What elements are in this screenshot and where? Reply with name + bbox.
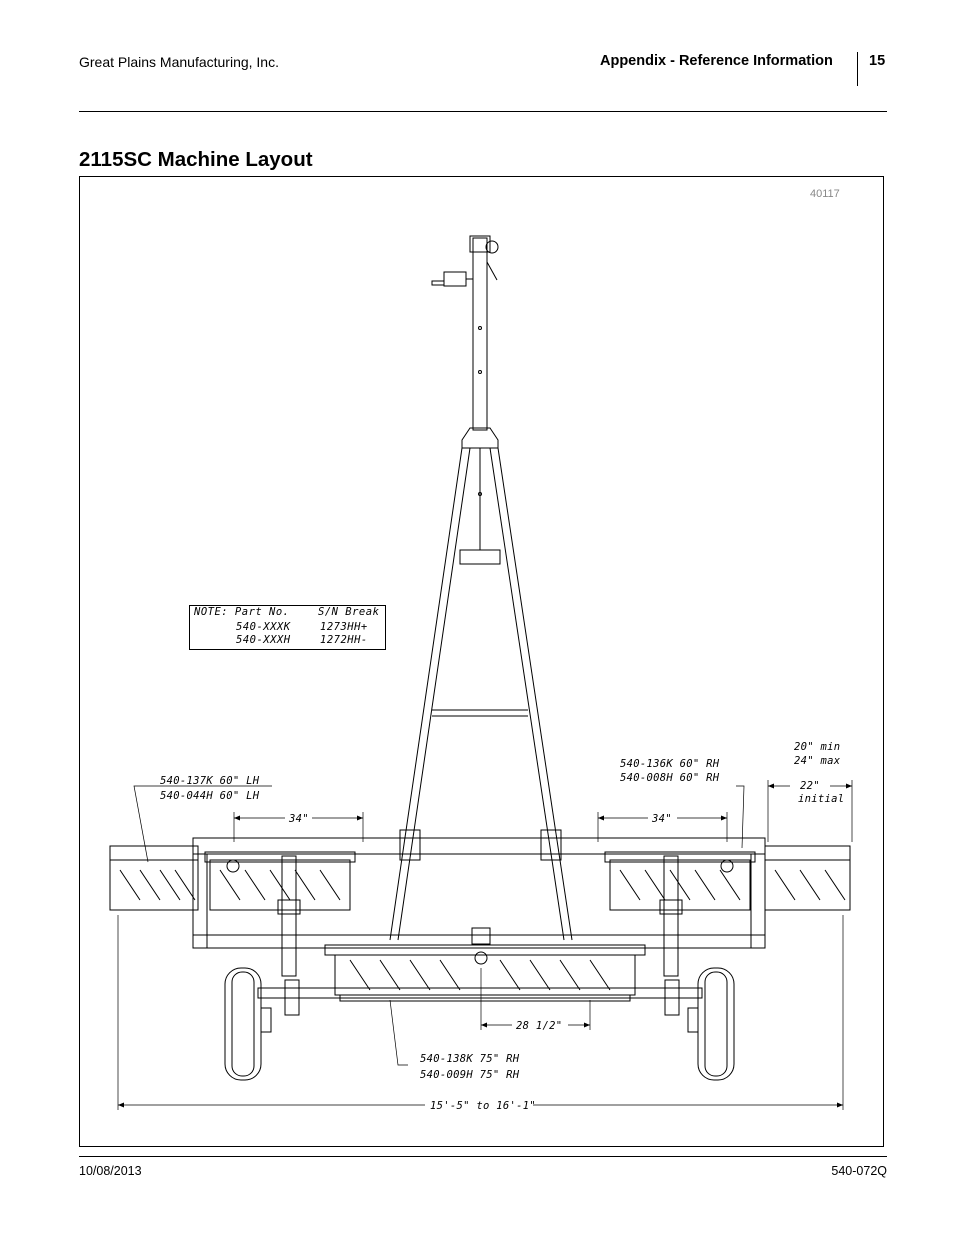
callout-center-1: 540-138K 75" RH <box>420 1053 520 1065</box>
note-sn-1: 1273HH+ <box>320 621 368 633</box>
callout-lh-2: 540-044H 60" LH <box>160 790 260 802</box>
callout-center-2: 540-009H 75" RH <box>420 1069 520 1081</box>
dim-overall: 15'-5" to 16'-1" <box>430 1100 536 1112</box>
wheel-right <box>698 968 734 1080</box>
callout-min: 20" min <box>794 741 841 753</box>
header-section: Appendix - Reference Information <box>600 53 833 69</box>
figure-id: 40117 <box>810 188 840 200</box>
footer-doc-number: 540-072Q <box>831 1164 887 1178</box>
tongue-tube <box>473 238 487 430</box>
footer-date: 10/08/2013 <box>79 1164 142 1178</box>
callout-lh-1: 540-137K 60" LH <box>160 775 260 787</box>
callout-initial-2: initial <box>798 793 845 805</box>
dim-right-gap: 34" <box>652 813 672 825</box>
note-col-header: S/N Break <box>318 606 380 618</box>
note-part-2: 540-XXXH <box>236 634 291 646</box>
note-sn-2: 1272HH- <box>320 634 368 646</box>
note-label: NOTE: Part No. <box>194 606 290 618</box>
callout-max: 24" max <box>794 755 841 767</box>
dim-left-gap: 34" <box>289 813 309 825</box>
note-part-1: 540-XXXK <box>236 621 291 633</box>
callout-rh-2: 540-008H 60" RH <box>620 772 720 784</box>
callout-rh-1: 540-136K 60" RH <box>620 758 720 770</box>
reel-right-outer <box>765 860 850 910</box>
page-number: 15 <box>869 53 886 69</box>
wheel-left <box>225 968 261 1080</box>
footer-rule <box>79 1156 887 1157</box>
callout-initial-1: 22" <box>800 780 820 792</box>
page-title: 2115SC Machine Layout <box>79 148 313 171</box>
dim-center-gap: 28 1/2" <box>516 1020 563 1032</box>
header-company: Great Plains Manufacturing, Inc. <box>79 54 279 70</box>
a-frame-right-outer <box>498 448 572 940</box>
reel-center <box>335 955 635 995</box>
a-frame-left-outer <box>390 448 462 940</box>
